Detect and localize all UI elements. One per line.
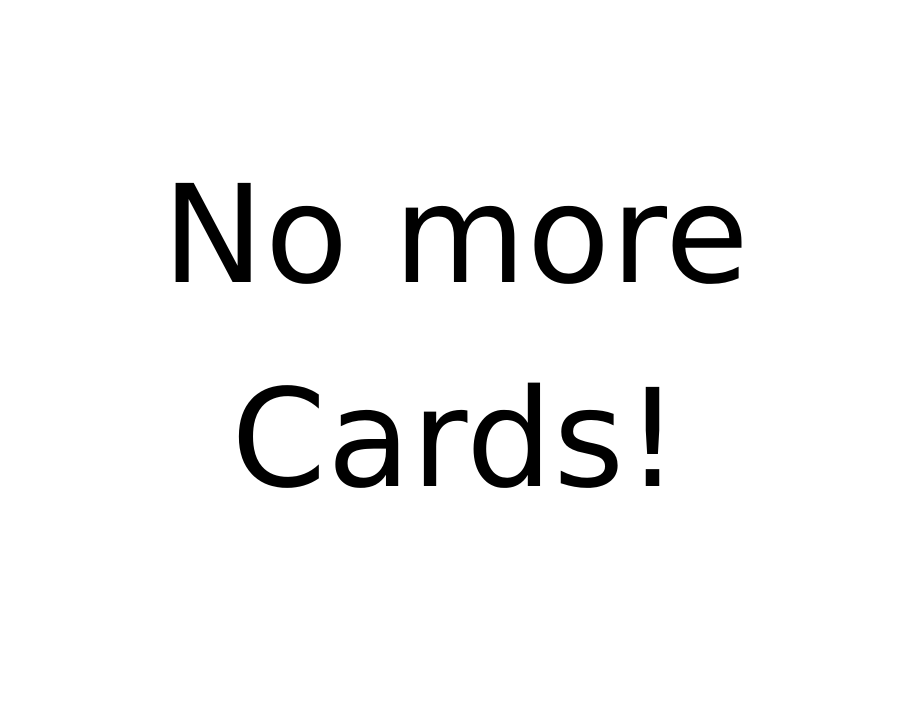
message-line-2: Cards!: [231, 361, 681, 519]
no-more-cards-message: [0, 134, 912, 542]
message-line-1: No more: [162, 157, 750, 315]
